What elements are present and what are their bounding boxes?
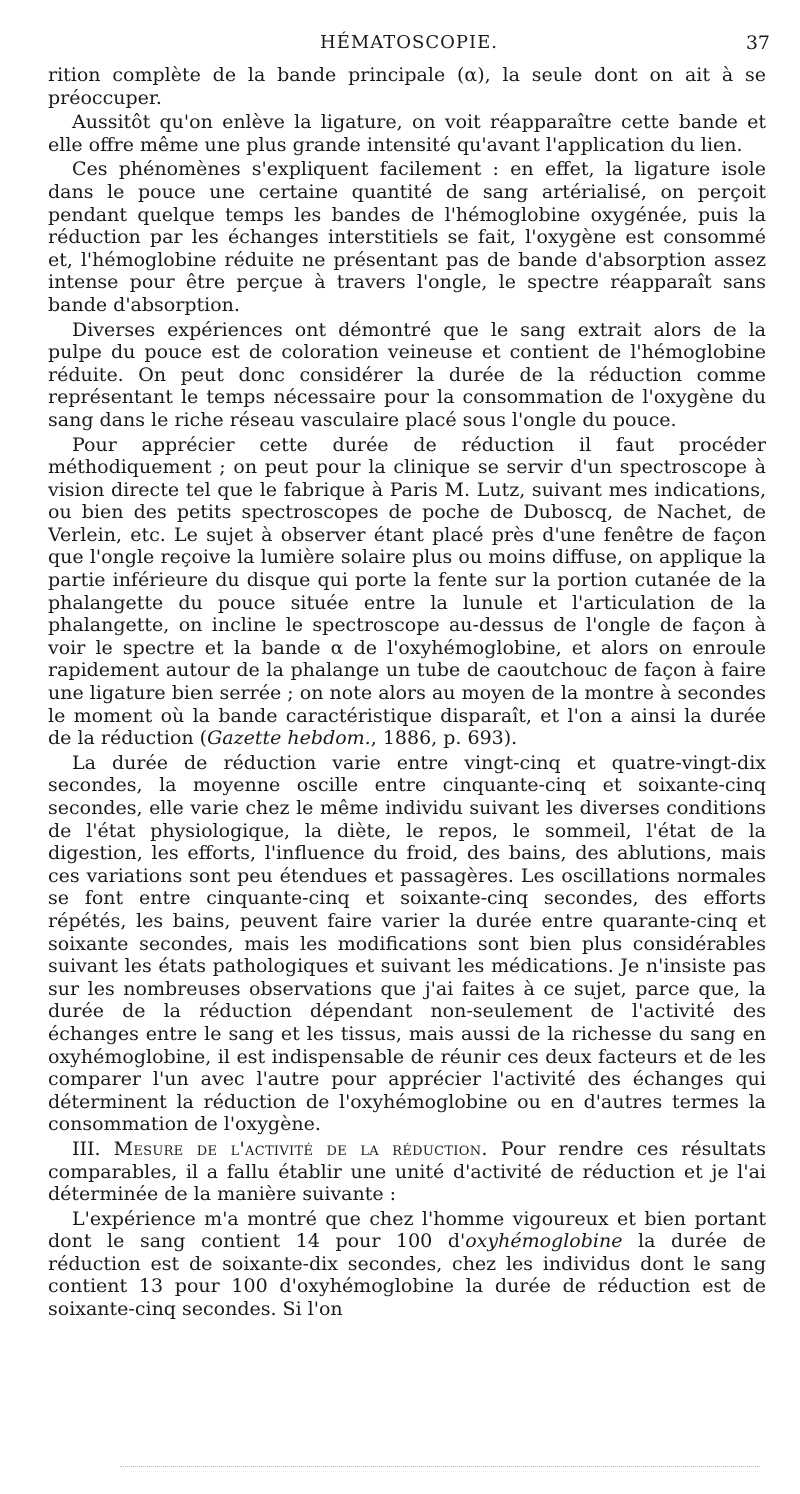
page-number: 37 <box>745 32 770 54</box>
running-head <box>48 32 770 58</box>
paragraph-text-tail: la durée de réduction est de soixante-dix secondes, chez les individus dont le sang contient 13 pour 100 d'oxyhémoglobine la durée de réduction est de soixante-cinq secondes. Si l'on <box>48 1230 766 1321</box>
paragraph-text-tail: , 1886, p. 693). <box>370 727 518 750</box>
paragraph <box>48 64 766 109</box>
paragraph-text: Pour rendre ces résultats comparables, il a fallu établir une unité d'activité de réduction et je l'ai déterminée de la manière suivante : <box>48 1137 766 1206</box>
paragraph <box>48 434 766 750</box>
paragraph-text: Diverses expériences ont démontré que le sang extrait alors de la pulpe du pouce est de coloration veineuse et contient de l'hémoglobine réduite. On peut donc considérer la durée de la réduction comme représentant le temps nécessaire pour la consommation de l'oxygène du sang dans le riche réseau vasculaire placé sous l'ongle du pouce. <box>48 318 766 431</box>
body-text <box>48 64 766 1321</box>
paragraph <box>48 158 766 316</box>
section-number: III. <box>72 1137 114 1160</box>
paragraph <box>48 1208 766 1321</box>
section-paragraph <box>48 1138 766 1206</box>
journal-citation: Gazette hebdom. <box>207 727 371 750</box>
paragraph-text: L'expérience m'a montré que chez l'homme vigoureux et bien portant dont le sang contient 14 pour 100 d' <box>48 1207 766 1253</box>
emphasis-term: oxyhémoglobine <box>465 1230 623 1253</box>
paragraph-text: La durée de réduction varie entre vingt-cinq et quatre-vingt-dix secondes, la moyenne oscille entre cinquante-cinq et soixante-cinq secondes, elle varie chez le même individu suivant les diverses conditions de l'état physiologique, la diète, le repos, le sommeil, l'état de la digestion, les efforts, l'influence du froid, des bains, des ablutions, mais ces variations sont peu étendues et passagères. Les oscillations normales se font entre cinquante-cinq et soixante-cinq secondes, des efforts répétés, les bains, peuvent faire varier la durée entre quarante-cinq et soixante secondes, mais les modifications sont bien plus considérables suivant les états pathologiques et suivant les médications. Je n'insiste pas sur les nombreuses observations que j'ai faites à ce sujet, parce que, la durée de la réduction dépendant non-seulement de l'activité des échanges entre le sang et les tissus, mais aussi de la richesse du sang en oxyhémoglobine, il est indispensable de réunir ces deux facteurs et de les comparer l'un avec l'autre pour apprécier l'activité des échanges qui déterminent la réduction de l'oxyhémoglobine ou en d'autres termes la consommation de l'oxygène. <box>48 751 766 1136</box>
paragraph-text: rition complète de la bande principale (α), la seule dont on ait à se préoccuper. <box>48 64 766 109</box>
section-heading: Mesure de l'activité de la réduction. <box>113 1137 488 1160</box>
running-title: HÉMATOSCOPIE. <box>320 32 498 53</box>
paragraph-text: Aussitôt qu'on enlève la ligature, on voit réapparaître cette bande et elle offre même une plus grande intensité qu'avant l'application du lien. <box>48 111 766 156</box>
paragraph-text: Ces phénomènes s'expliquent facilement : en effet, la ligature isole dans le pouce une certaine quantité de sang artérialisé, on perçoit pendant quelque temps les bandes de l'hémoglobine oxygénée, puis la réduction par les échanges interstitiels se fait, l'oxygène est consommé et, l'hémoglobine réduite ne présentant pas de bande d'absorption assez intense pour être perçue à travers l'ongle, le spectre réapparaît sans bande d'absorption. <box>48 158 766 316</box>
paragraph <box>48 752 766 1136</box>
paragraph <box>48 319 766 432</box>
footer-divider <box>120 1466 760 1467</box>
paragraph-text: Pour apprécier cette durée de réduction il faut procéder méthodiquement ; on peut pour la clinique se servir d'un spectroscope à vision directe tel que le fabrique à Paris M. Lutz, suivant mes indications, ou bien des petits spectroscopes de poche de Duboscq, de Nachet, de Verlein, etc. Le sujet à observer étant placé près d'une fenêtre de façon que l'ongle reçoive la lumière solaire plus ou moins diffuse, on applique la partie inférieure du disque qui porte la fente sur la portion cutanée de la phalangette du pouce située entre la lunule et l'articulation de la phalangette, on incline le spectroscope au-dessus de l'ongle de façon à voir le spectre et la bande α de l'oxyhémoglobine, et alors on enroule rapidement autour de la phalange un tube de caoutchouc de façon à faire une ligature bien serrée ; on note alors au moyen de la montre à secondes le moment où la bande caractéristique disparaît, et l'on a ainsi la durée de la réduction ( <box>48 433 766 750</box>
paragraph <box>48 111 766 156</box>
